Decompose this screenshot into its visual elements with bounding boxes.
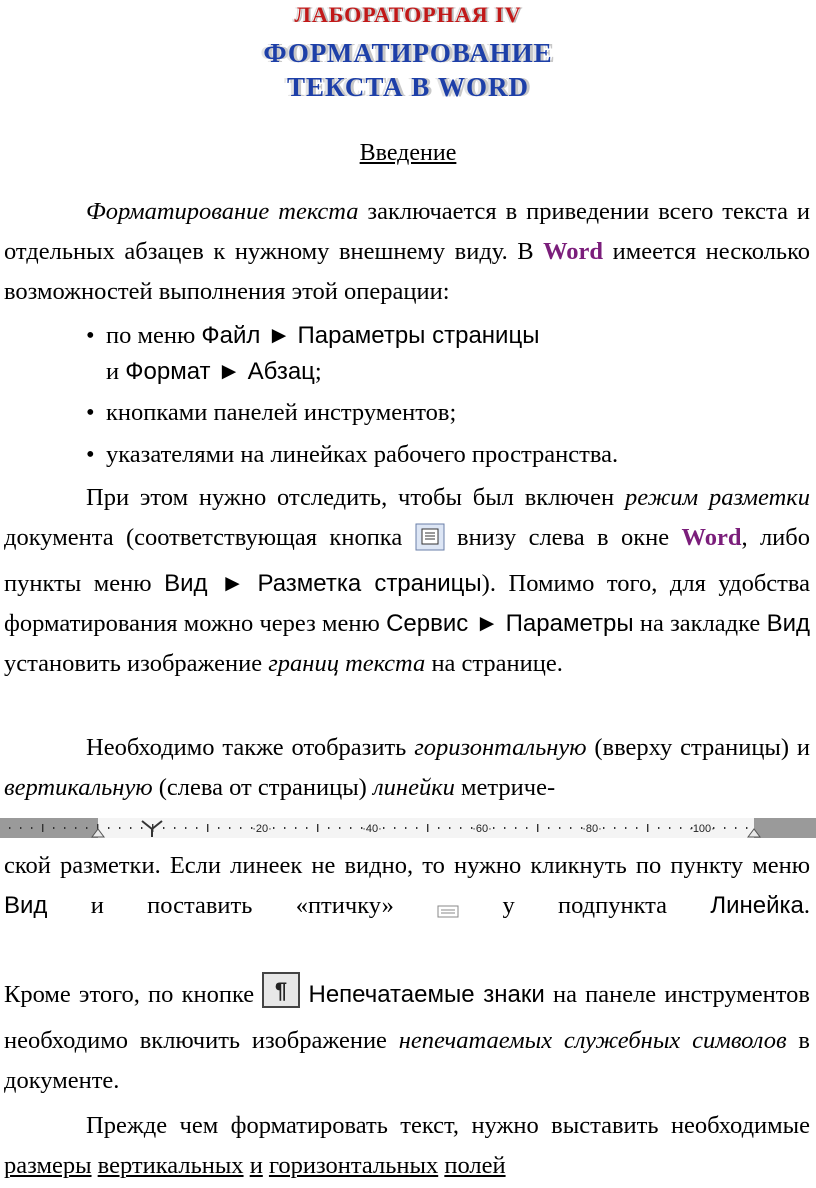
ruler-tick [20,827,21,829]
ruler-tick [625,827,626,829]
menu-path-file-page-setup: Файл ► Параметры страницы [201,322,540,349]
ruler-tick [735,827,736,829]
ruler-tick [9,827,10,829]
ruler-tick [548,827,549,829]
margins-paragraph: Прежде чем форматировать текст, нужно выставить необходимые размеры вертикальных и горизонтальных полей [4,1112,810,1179]
ruler-tick [559,827,560,829]
ruler-label: ·100· [689,823,715,835]
ruler-tick [64,827,65,829]
menu-view: Вид [4,892,48,919]
ruler-tick [130,827,131,829]
bullet-item-menu: • по меню Файл ► Параметры страницы и Формат ► Абзац; [86,322,540,385]
ruler-tick [658,827,659,829]
ruler-tick [207,824,208,832]
ruler-tick [669,827,670,829]
ruler-label: ·40· [362,823,382,835]
page-layout-view-icon [415,523,445,564]
ruler-tick [680,827,681,829]
ruler-tick [108,827,109,829]
ruler-tick [636,827,637,829]
ruler-tick [229,827,230,829]
lab-header-title-line2: ТЕКСТА В WORD [286,72,530,102]
bullet-item-toolbar: • кнопками панелей инструментов; [86,399,457,426]
ruler-tick [218,827,219,829]
tab-view: Вид [766,610,810,637]
ruler-tick [185,827,186,829]
show-rulers-paragraph: ской разметки. Если линеек не видно, то нужно кликнуть по пункту меню Вид и поставить «птичку» у подпункта Линейка. Кроме этого, по кнопке ¶ Непечатаемые знаки на панеле инструментов необходимо включить изображение непечатаемых служебных символов в документе. [4,852,811,1094]
ruler-tick [493,827,494,829]
ruler-tick [119,827,120,829]
ruler-tick [174,827,175,829]
ruler-tick [339,827,340,829]
ruler-tick [295,827,296,829]
ruler-tick [460,827,461,829]
ruler-tick [614,827,615,829]
ruler-tick [163,827,164,829]
ruler-tick [603,827,604,829]
ruler-tick [317,824,318,832]
menu-path-format-paragraph: Формат ► Абзац [125,358,315,385]
lab-header-number: ЛАБОРАТОРНАЯ IV [294,2,522,27]
pilcrow-icon [262,972,300,1021]
ruler-tick [746,827,747,829]
ruler-tick [438,827,439,829]
nonprinting-chars-button-label: Непечатаемые знаки [308,981,545,1008]
lab-header-title-line1: ФОРМАТИРОВАНИЕ [263,38,553,68]
ruler-tick [240,827,241,829]
ruler-tick [53,827,54,829]
ruler-tick [526,827,527,829]
horizontal-ruler [0,815,816,841]
ruler-tick [504,827,505,829]
menu-item-ruler: Линейка [710,892,804,919]
ruler-tick [86,827,87,829]
ruler-tick [141,827,142,829]
layout-mode-paragraph: При этом нужно отследить, чтобы был включен режим разметки документа (соответствующая кнопка внизу слева в окне Word, либо пункты меню Вид ► Разметка страницы). Помимо того, для удобства форматирования можно через меню Сервис ► Параметры на закладке Вид установить изображение границ текста на странице. [4,484,811,677]
rulers-paragraph: Необходимо также отобразить горизонтальную (вверху страницы) и вертикальную (слева от страницы) линейки метриче- [4,734,811,801]
menu-path-view-page-layout: Вид ► Разметка страницы [164,570,482,597]
intro-paragraph: Форматирование текста заключается в приведении всего текста и отдельных абзацев к нужному внешнему виду. В Word имеется несколько возможностей выполнения этой операции: [4,198,811,305]
ruler-tick [42,824,43,832]
ruler-label: ·80· [582,823,602,835]
word-brand: Word [543,238,604,265]
ruler-tick [328,827,329,829]
ruler-tick [196,827,197,829]
ruler-tick [537,824,538,832]
ruler-tick [405,827,406,829]
ruler-tick [284,827,285,829]
ruler-tick [449,827,450,829]
checkmark-menu-icon [437,892,459,932]
term-formatting: Форматирование текста [86,198,359,225]
menu-path-tools-options: Сервис ► Параметры [386,610,634,637]
ruler-label: ·60· [472,823,492,835]
ruler-tick [75,827,76,829]
ruler-label: ·20· [252,823,272,835]
ruler-tick [273,827,274,829]
ruler-tick [570,827,571,829]
ruler-tick [306,827,307,829]
bullet-item-rulers: • указателями на линейках рабочего пространства. [86,441,619,468]
svg-text:¶: ¶ [275,978,288,1003]
section-title: Введение [359,140,457,166]
ruler-tick [647,824,648,832]
ruler-tick [515,827,516,829]
ruler-tick [350,827,351,829]
ruler-tick [394,827,395,829]
ruler-tick [383,827,384,829]
ruler-tick [416,827,417,829]
ruler-tick [427,824,428,832]
ruler-tick [31,827,32,829]
ruler-tick [724,827,725,829]
